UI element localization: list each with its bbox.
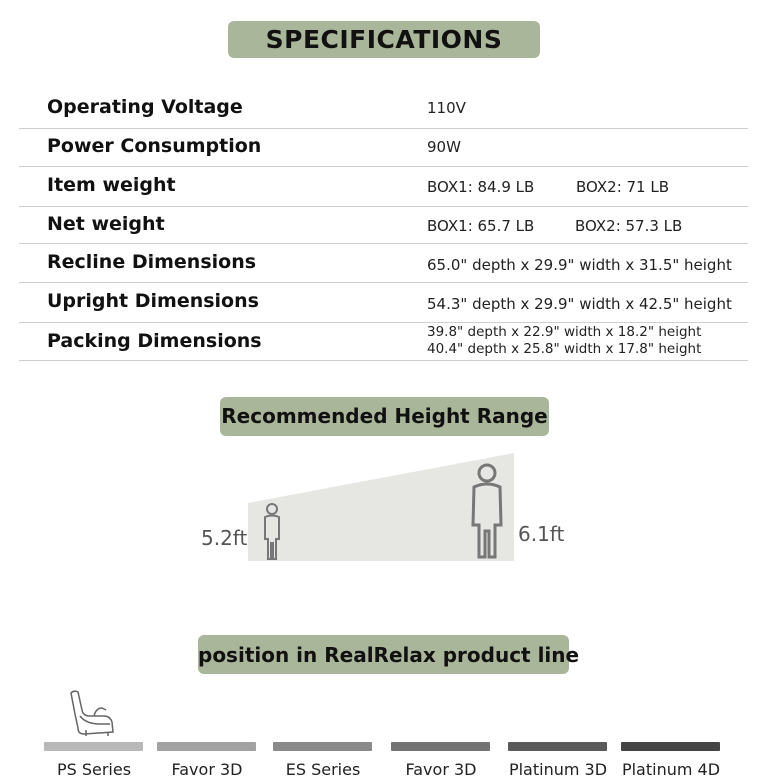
max-height-label: 6.1ft bbox=[518, 522, 565, 546]
spec-row-net-weight bbox=[19, 206, 748, 244]
spec-value: 110V bbox=[427, 99, 466, 117]
spec-value-box2: BOX2: 57.3 LB bbox=[575, 217, 683, 235]
spec-value-box2: BOX2: 71 LB bbox=[576, 178, 670, 196]
product-bar-ps-series bbox=[44, 742, 143, 751]
spec-row-upright-dimensions bbox=[19, 282, 748, 323]
spec-label: Power Consumption bbox=[47, 135, 262, 157]
spec-label: Recline Dimensions bbox=[47, 251, 257, 273]
spec-row-power-consumption bbox=[19, 128, 748, 167]
spec-value-box1: BOX1: 84.9 LB bbox=[427, 178, 535, 196]
product-bar-favor-3d-2 bbox=[391, 742, 490, 751]
spec-value-box1: BOX1: 65.7 LB bbox=[427, 217, 535, 235]
product-bar-favor-3d bbox=[157, 742, 256, 751]
product-name: Platinum 4D bbox=[621, 760, 721, 779]
product-bar-platinum-4d bbox=[621, 742, 720, 751]
recliner-chair-icon bbox=[66, 688, 116, 738]
specifications-title: SPECIFICATIONS bbox=[228, 21, 540, 58]
spec-row-packing-dimensions bbox=[19, 322, 748, 361]
spec-label: Net weight bbox=[47, 213, 165, 235]
product-name: Favor 3D bbox=[405, 760, 477, 779]
product-name: PS Series bbox=[56, 760, 132, 779]
spec-value: 90W bbox=[427, 138, 461, 156]
spec-label: Item weight bbox=[47, 174, 176, 196]
product-bar-es-series bbox=[273, 742, 372, 751]
spec-row-recline-dimensions bbox=[19, 243, 748, 283]
spec-label: Operating Voltage bbox=[47, 96, 243, 118]
product-name: ES Series bbox=[285, 760, 361, 779]
height-range-diagram bbox=[248, 453, 516, 565]
product-line-title: position in RealRelax product line bbox=[198, 635, 569, 674]
spec-value: 54.3" depth x 29.9" width x 42.5" height bbox=[427, 295, 732, 313]
product-name: Favor 3D bbox=[171, 760, 243, 779]
recommended-height-title: Recommended Height Range bbox=[220, 397, 549, 436]
spec-value-box1: 39.8" depth x 22.9" width x 18.2" height bbox=[427, 324, 702, 340]
spec-row-operating-voltage bbox=[19, 88, 748, 129]
min-height-label: 5.2ft bbox=[201, 526, 248, 550]
product-name: Platinum 3D bbox=[508, 760, 608, 779]
product-bar-platinum-3d bbox=[508, 742, 607, 751]
spec-value-box2: 40.4" depth x 25.8" width x 17.8" height bbox=[427, 341, 702, 357]
spec-value: 65.0" depth x 29.9" width x 31.5" height bbox=[427, 256, 732, 274]
spec-row-item-weight bbox=[19, 166, 748, 207]
spec-label: Packing Dimensions bbox=[47, 330, 262, 352]
spec-label: Upright Dimensions bbox=[47, 290, 259, 312]
